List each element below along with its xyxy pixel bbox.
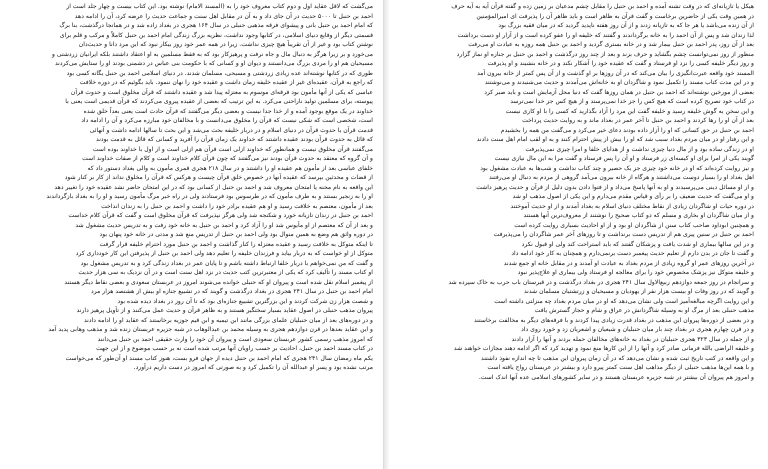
text-line: می‌خورد و بر زیرا هرگز به دنبال مال و جاه نرفت و پرهیزکار بود که به فقط مسلمین به او اعتقاد داشتند بلکه ایرانیان زردشتی و [52,50,373,58]
text-line: در همین وقت یکی از حاضرین برخاست و گفت قرآن به ظاهر است و باید ظاهر آن را پذیرفت ای امیرالمؤمنین [476,12,754,20]
text-line: و با همه این‌ها مذهب حنبلی از دیگر مذاهب اهل سنت کمتر پیرو دارد و بیشتر در عربستان رواج یافته است [487,364,754,371]
text-line: او کتاب مسند را تألیف کرد که یکی از معتبرترین کتب حدیث در نزد اهل سنت است و در آن نزدیک به سی هزار حدیث [78,269,373,276]
text-line: نوشتن کتاب بود و غیر از آن تقریباً هیچ چیزی نداشت. زیرا در همه عمر خود روز بیکار نبود که این مرد دانا و حدیث‌دان [78,41,373,48]
text-line: در آخرین روزهای عمر او گروه زیادی از مردم بغداد به عیادت او آمدند و در مقابل خانه او جمع شدند [503,259,754,267]
text-line: و شصت هزار زن شرکت کردند و این بزرگترین تشییع جنازه‌ای بود که تا آن روز در بغداد دیده شده بود [117,297,373,305]
text-line: و او می‌گفت که حدیث ضعیف را بر رأی و قیاس مقدم می‌دارم و این یکی از اصول مذهب او شد [512,193,754,200]
text-line: گویند یکی از امرا برای او کیسه‌ای زر فرستاد و او آن را پس فرستاد و گفت مرا به این مال نیازی نیست [494,155,754,162]
text-line: و گفت که من نمی‌خواهم با دربار خلفا ارتباط داشته باشم و تا پایان عمر در بغداد زندگی کرد و به تدریس مشغول بود [80,259,373,267]
text-line: و در بعضی از دوره‌ها پیروان این مذهب در بغداد قدرت زیادی پیدا کردند و با فرقه‌های دیگر به مخالفت برخاستند [473,316,754,324]
text-line: و این واقعه در کتب تاریخ ثبت شده و نشان می‌دهد که در آن زمان پیروان این مذهب تا چه اندازه نفوذ داشتند [481,354,754,362]
text-line: متوکل از او خواست که به دربار بیاید و فرزندان خلیفه را تعلیم دهد ولی احمد بن حنبل از پذیرفتن این کار خودداری کرد [75,250,373,257]
text-line: بعد از آن روز، پدر احمد بن حنبل بیمار شد و در خانه بستری گردید و احمد بن حنبل همه روزه به عیادت او می‌رفت [468,41,754,48]
text-line: و همچنین ابوداود صاحب کتاب سنن از شاگردان او بود و از او احادیث بسیاری روایت کرده است [514,221,754,229]
text-line: این واقعه به نام محنه یا امتحان معروف شد و احمد بن حنبل از کسانی بود که در این امتحان حاضر نشد عقیده خود را تغییر دهد [54,183,373,191]
text-line: بعضی از مورخین نوشته‌اند که احمد بن حنبل در همان روزها گفت که دنیا محل آزمایش است و باید صبر کرد [484,88,754,96]
text-line: قدمت قرآن یا حدوث قرآن در دنیای اسلام و در دربار خلیفه بحث می‌شد و این بحث تا سالها ادامه داشت و آنهائی [89,126,373,134]
text-line: می‌گشت که لاقل عقاید اول و دوم کتاب معروف خود را به (المسند الامام) نوشته بود. این کتاب بیست و چهار جلد است از [66,3,373,10]
left-page-text [10,2,373,467]
text-line: منظور از روز نمی‌توانست چشم بگشاید و حرف بزند و بعد از چند روز درگذشت و احمد بن حنبل بر جنازه او نماز گزارد [456,50,754,58]
text-line: پیوسته، برای مسلمین تولید ناراحتی می‌کرد. به این ترتیب که بعضی از عقیده پیروی می‌کردند که قرآن قدیمی است یعنی با [65,98,373,105]
text-line: و گفت تا جان در بدن دارم از تعلیم حدیث پیغمبر دست برنمی‌دارم و همچنان به کار خود ادامه داد [511,250,754,257]
text-line: و این رفتار او در میان مردم بغداد سبب شد که او را بیش از پیش احترام کنند و به او لقب امام اهل سنت دادند [476,136,754,143]
text-line: بعد از آن او را رها کردند و احمد بن حنبل تا آخر عمر در بغداد ماند و به روایت حدیث پرداخت [522,117,754,124]
text-line: قسمتی دیگر از وقایع دنیای اسلامی، در کتابها وجود نداشت، نظریه بزرگ زندگی امام احمد بن حنبل کاملاً و مرکب و قلم برای [59,31,373,39]
text-line: و در این سالها بیماری او شدت یافت و پزشکان گفتند که باید استراحت کند ولی او قبول نکرد [521,240,754,248]
text-line: احمد بن حنبل تا ۵۰۰۰ حدیث در آن جای داد و به آن در مقابل اهل سنت و جماعت حدیث را عرضه کرد، آن را ادامه دهد [74,12,373,20]
text-line: و در قرن چهارم هجری در بغداد چند بار میان حنبلیان و شیعیان و اشعریان زد و خورد روی داد [521,326,754,333]
text-line: هیکل یا تازیانه‌ای که در وقت تشنه آمده و احمد بن حنبل را مقابل چشم مدعیان بر زمین زده و گفته قرآن آیه به آیه حرف [451,3,754,10]
text-line: که راجع به قرآن، عقیده‌ای غیر از عقیده خلیفه زمان داشت و عقیده خود را نهان ننمود. باید بگوئیم که در دوره خلافت [79,79,373,86]
text-line: عباسی که یکی از آنها مأمون بود فرقه‌ای موسوم به معتزله پیدا شد و عقیده داشتند که قرآن مخلوق است و حدوث قرآن [70,88,373,96]
text-line: از قضات و محدثین بپرسد که عقیده آنها در خصوص خلق قرآن چیست و هرکس که قرآن را مخلوق نداند از کار بر کنار شود [64,174,373,181]
right-page [384,0,768,469]
text-line: و در دوره‌های بعد از میان حنبلیان علمای بزرگی مانند ابن تیمیه و ابن قیم جوزیه برخاستند که عقاید او را ادامه دادند [83,316,373,324]
text-line: است، شخصی است که شکی نیست که قرآن را مخلوق می‌دانست و با مخالفان خود مبارزه می‌کرد و آن را ادامه داد [81,117,373,124]
text-line: تا اینکه متوکل به خلافت رسید و عقیده معتزله را کنار گذاشت و احمد بن حنبل مورد احترام خلیفه قرار گرفت [99,240,373,248]
text-line: و این سخن به گوش خلیفه رسید و خلیفه گفت این مرد را آزاد بگذارید که کسی را با او کاری نیست [505,107,754,115]
text-line: احمد بن حنبل در حق کسانی که او را آزار داده بودند دعای خیر می‌کرد و می‌گفت من همه را بخشیدم [500,126,754,134]
text-line: در کتاب خود تصریح کرده است که هیچ کس را جز خدا نمی‌پرستد و از هیچ کس جز خدا نمی‌ترسد [510,98,754,105]
text-line: و روز دیگر خلیفه کسی را نزد او فرستاد و گفت که عقیده خود را آشکار نکند و در خانه بنشیند و او پذیرفت [487,60,754,67]
text-line: امام احمد بن حنبل در سال ۲۴۱ هجری در بغداد درگذشت و گویند که در تشییع جنازه او بیش از هشتصد هزار مرد [91,288,373,295]
text-line: احمد بن حنبل در سنین پیری هم از تدریس دست برنداشت و تا روزهای آخر عمر شاگردان را می‌پذیرفت [493,231,754,238]
text-line: می‌گفتند قرآن مخلوق نیست و همانطور که خداوند ازلی است قرآن هم ازلی است و از اول با خداوند بوده است [92,145,373,153]
text-line: و بعد از آن که معتصم از او مأیوس شد او را آزاد کرد و احمد بن حنبل به خانه خود رفت و به تدریس حدیث مشغول شد [75,221,373,229]
text-line: و از میان شاگردان او بخاری و مسلم که دو کتاب صحیح را نوشتند از معروف‌ترین آنها هستند [523,212,754,219]
text-line: و خلیفه متوکل نیز پزشک مخصوص خود را برای معالجه او فرستاد ولی بیماری او علاج‌پذیر نبود [517,269,754,276]
text-line: که امروز مذهب رسمی کشور عربستان سعودی است و پیروان آن خود را وارث حقیقی احمد بن حنبل می‌دانند [97,335,373,343]
text-line: احمد بن حنبل در زندان تازیانه خورد و شکنجه شد ولی هرگز نپذیرفت که قرآن مخلوق است و گفت که قرآن کلام خداست [68,212,373,219]
text-line: و این روایت اگرچه مبالغه‌آمیز است ولی نشان می‌دهد که او در میان مردم بغداد چه منزلتی داشته است [494,297,754,305]
text-line: در کتاب مسند احمد بن حنبل، احادیث بر حسب راویان آنها مرتب شده است نه بر حسب موضوع و از این جهت [96,345,373,352]
text-line: و سرانجام در روز جمعه دوازدهم ربیع‌الاول سال ۲۴۱ هجری در بغداد درگذشت و در قبرستان باب حرب به خاک سپرده شد [448,278,754,286]
text-line: خداوند در یک موقع بوجود آمده و از خدا جدا نیست و بعضی دیگر می‌گفتند که قرآن حادث است یعنی بعداً خلق شده [83,107,373,115]
text-line: اهل بغداد او را بسیار دوست می‌داشتند و هرگاه از خانه بیرون می‌آمد گروهی از مردم به دنبال او می‌رفتند [488,174,754,181]
text-line: بعد از مأمون، معتصم به خلافت رسید و او هم عقیده برادر خود را داشت و احمد بن حنبل را به زندان انداخت [101,202,373,210]
text-line: طوری که در کتابها نوشته‌اند عده زیادی زردشتی و مسیحی، مسلمان شدند. در دنیای اسلامی احمد بن حنبل یگانه کسی بود [66,69,373,77]
text-line: و این عقاید بعدها در قرن دوازدهم هجری به وسیله محمد بن عبدالوهاب در شبه جزیره عربستان زنده شد و مذهب وهابی پدید آمد [48,326,373,333]
text-line: و در این مدت کتاب مسند را تکمیل نمود و شاگردان او به خانه‌اش می‌آمدند و حدیث می‌شنیدند و می‌نوشتند [484,79,754,86]
text-line: مرتب نشده بود و پسر او عبدالله آن را تکمیل کرد و به صورتی که امروز در دست داریم درآورد. [133,364,373,371]
text-line: و گویند که در روز وفات او بیست هزار نفر از یهودیان و مسیحیان و زرتشتیان مسلمان شدند [523,288,754,295]
text-line: مسیحیان هم او را مردی بزرگ می‌دانستند و دیوان او و کسانی که با حکومت بنی عباس در دشمنی بودند او را ستایش می‌کردند [54,60,373,67]
text-line: خلفای عباسی بعد از مأمون هم عقیده او را داشتند و در سال ۲۱۸ هجری قمری مأمون به والی بغداد دستور داد که [87,164,373,172]
text-line: و خلیفه الراضی بالله فرمانی صادر کرد و آنها را از این کارها منع نمود و تهدید کرد که اگر ادامه دهند مجازات خواهند شد [453,345,754,352]
text-line: او را به زنجیر بستند و به طرف مأمون که در طرسوس بود فرستادند ولی در راه خبر مرگ مأمون رسید و او را به بغداد بازگرداندند [46,193,373,200]
text-line: او در زندگی ساده بود و از مال دنیا چیزی نداشت و از هدایای خلفا و امرا چیزی نمی‌پذیرفت [525,145,754,153]
text-line: لذا زندان شد و پس از آن احمد را به خانه برگرداندند و گفتند که خلیفه او را عفو کرده است و از آزار او دست برداشت [457,31,754,39]
text-line: که امام احمد بن حنبل بانی و پیشوای فرقه مذهبی حنبلی در سال ۱۶۴ هجری در بغداد زاده شد و در همانجا درگذشت، بنا برگ [59,22,373,29]
text-line: که قائل به حدوث قرآن بودند عقیده داشتند که خداوند یک زمان قرآن را آفرید و کسانی که قائل به قدمت بودند [96,136,373,143]
text-line: المسند خود واقعه عبرت‌انگیزی را بیان می‌کند که در آن روزها بر او گذشت و از آن پس کمتر از خانه بیرون آمد [477,69,754,77]
text-line: مذهب حنبلی بعد از مرگ او به وسیله شاگردانش در عراق و شام و حجاز گسترش یافت [534,307,754,314]
text-line: در دوره حیات او شاگردان زیادی از نقاط مختلف دنیای اسلام به بغداد آمدند و از او حدیث آموختند [510,202,754,210]
text-line: و نیز روایت کرده‌اند که او در خانه خود چیزی جز یک حصیر و چند کتاب نداشت و شب‌ها به عبادت مشغول بود [480,164,754,172]
text-line: پیروان مذهب حنبلی در اصول عقاید بسیار سختگیر هستند و به ظاهر قرآن و حدیث عمل می‌کنند و از تأویل پرهیز دارند [76,307,373,314]
text-line: و از او مسائل دینی می‌پرسیدند و او به آنها پاسخ می‌داد و از فتوا دادن بدون دلیل از قرآن و حدیث پرهیز داشت [476,183,754,191]
text-line: در دوره واثق هم وضع به همین منوال بود ولی احمد بن حنبل از تدریس منع شد و مدتی در خانه خود پنهان بود [99,231,373,238]
text-line: از پیغمبر اسلام نقل شده است و پیروان او که حنبلی خوانده می‌شوند امروز در عربستان سعودی و بعضی نقاط دیگر هستند [64,278,373,286]
text-line: و آن گروه که معتقد به حدوث قرآن بودند نیز می‌گفتند که چون قرآن کلام خداوند است و کلام از صفات خداوند است [82,155,373,162]
text-line: یکم ماه رمضان سال ۲۴۱ هجری که امام احمد بن حنبل دیده از جهان فرو بست، هنوز کتاب مسند او آن‌طور که می‌خواست [65,354,373,362]
text-line: از آن زنده می‌باشد یا هر جا که به تازیانه زدند و از آن روز هفته ناپدید گردید که در میان فقیه بزرگ بود [498,22,754,29]
right-page-text [402,2,754,467]
text-line: و از جمله در سال ۳۲۳ هجری حنبلیان در بغداد به خانه‌های مخالفان حمله بردند و آنها را آزار دادند [511,335,754,343]
text-line: و امروز هم پیروان آن بیشتر در شبه جزیره عربستان هستند و در سایر کشورهای اسلامی عده آنها اندک است. [478,373,754,381]
